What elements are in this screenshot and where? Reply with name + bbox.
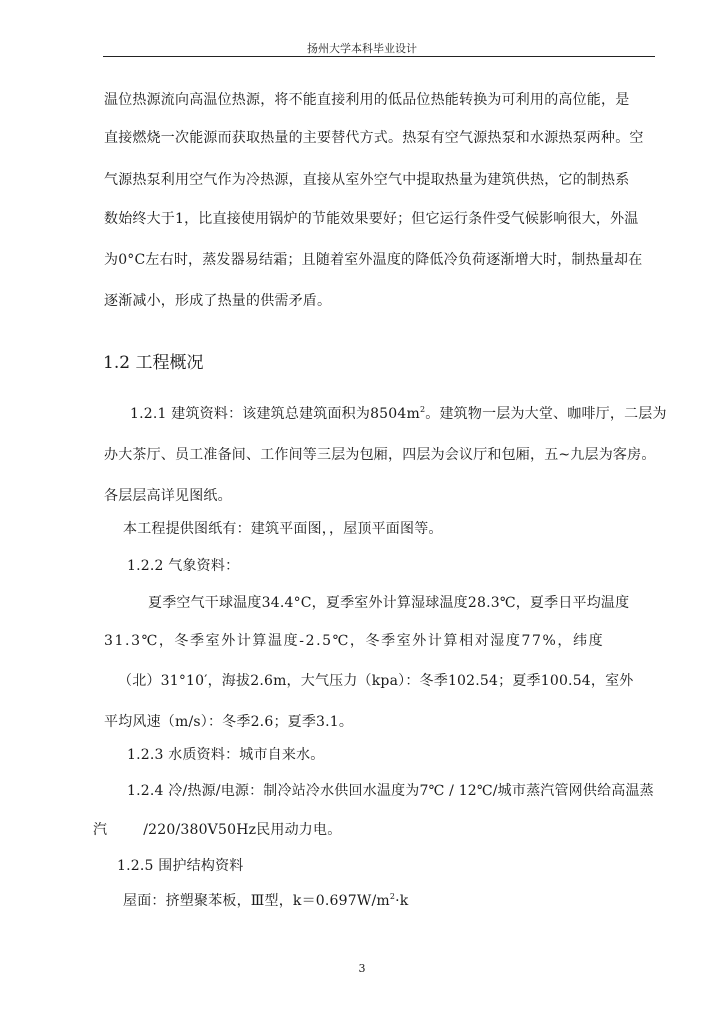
- building-line-1-text-b: 。建筑物一层为大堂、咖啡厅，二层为: [425, 406, 667, 422]
- building-line-4: 本工程提供图纸有：建筑平面图，，屋顶平面图等。: [123, 521, 443, 537]
- roof-line-text-a: 屋面：挤塑聚苯板，Ⅲ型，k＝0.697W/m: [123, 893, 390, 909]
- roof-unit-superscript: 2: [389, 892, 396, 901]
- building-line-1: [130, 403, 724, 423]
- intro-line-6: 逐渐减小，形成了热量的供需矛盾。: [104, 293, 332, 309]
- envelope-heading: 1.2.5 围护结构资料: [117, 858, 244, 874]
- weather-line-4: 平均风速（m/s）：冬季2.6；夏季3.1。: [104, 714, 354, 730]
- header-divider: [103, 56, 655, 57]
- intro-line-1: 温位热源流向高温位热源，将不能直接利用的低品位热能转换为可利用的高位能，是: [104, 92, 630, 108]
- roof-line: [123, 890, 724, 910]
- building-line-3: 各层层高详见图纸。: [104, 488, 232, 504]
- page-header-title: 扬州大学本科毕业设计: [307, 42, 417, 55]
- energy-line-2-text-a: 汽: [93, 822, 108, 838]
- intro-line-3: 气源热泵利用空气作为冷热源，直接从室外空气中提取热量为建筑供热，它的制热系: [104, 172, 630, 188]
- intro-line-4: 数始终大于1，比直接使用锅炉的节能效果要好；但它运行条件受气候影响很大，外温: [104, 211, 639, 227]
- area-unit-superscript: 2: [419, 405, 426, 414]
- weather-line-1: 夏季空气干球温度34.4°C，夏季室外计算湿球温度28.3℃，夏季日平均温度: [148, 595, 630, 611]
- weather-line-3: （北）31°10′，海拔2.6m，大气压力（kpa）：冬季102.54；夏季100.54，室外: [118, 673, 634, 689]
- roof-line-text-b: ·k: [395, 893, 409, 909]
- intro-line-2: 直接燃烧一次能源而获取热量的主要替代方式。热泵有空气源热泵和水源热泵两种。空: [104, 130, 644, 146]
- energy-line-2-text-b: /220/380V50Hz民用动力电。: [143, 822, 342, 838]
- energy-line-2: [93, 819, 724, 839]
- intro-line-5: 为0°C左右时，蒸发器易结霜；且随着室外温度的降低冷负荷逐渐增大时，制热量却在: [104, 252, 643, 268]
- weather-heading: 1.2.2 气象资料：: [127, 558, 240, 574]
- building-line-1-text-a: 1.2.1 建筑资料：该建筑总建筑面积为8504m: [130, 406, 420, 422]
- water-quality-line: 1.2.3 水质资料：城市自来水。: [127, 747, 325, 763]
- weather-line-2: 31.3℃，冬季室外计算温度-2.5℃，冬季室外计算相对湿度77%，纬度: [104, 633, 605, 649]
- building-line-2: 办大茶厅、员工准备间、工作间等三层为包厢，四层为会议厅和包厢，五~九层为客房。: [104, 447, 656, 463]
- energy-line-1: 1.2.4 冷/热源/电源：制冷站冷水供回水温度为7℃ / 12℃/城市蒸汽管网供给高温蒸: [127, 783, 654, 799]
- page-number: 3: [358, 962, 366, 975]
- section-heading: 1.2 工程概况: [103, 353, 204, 373]
